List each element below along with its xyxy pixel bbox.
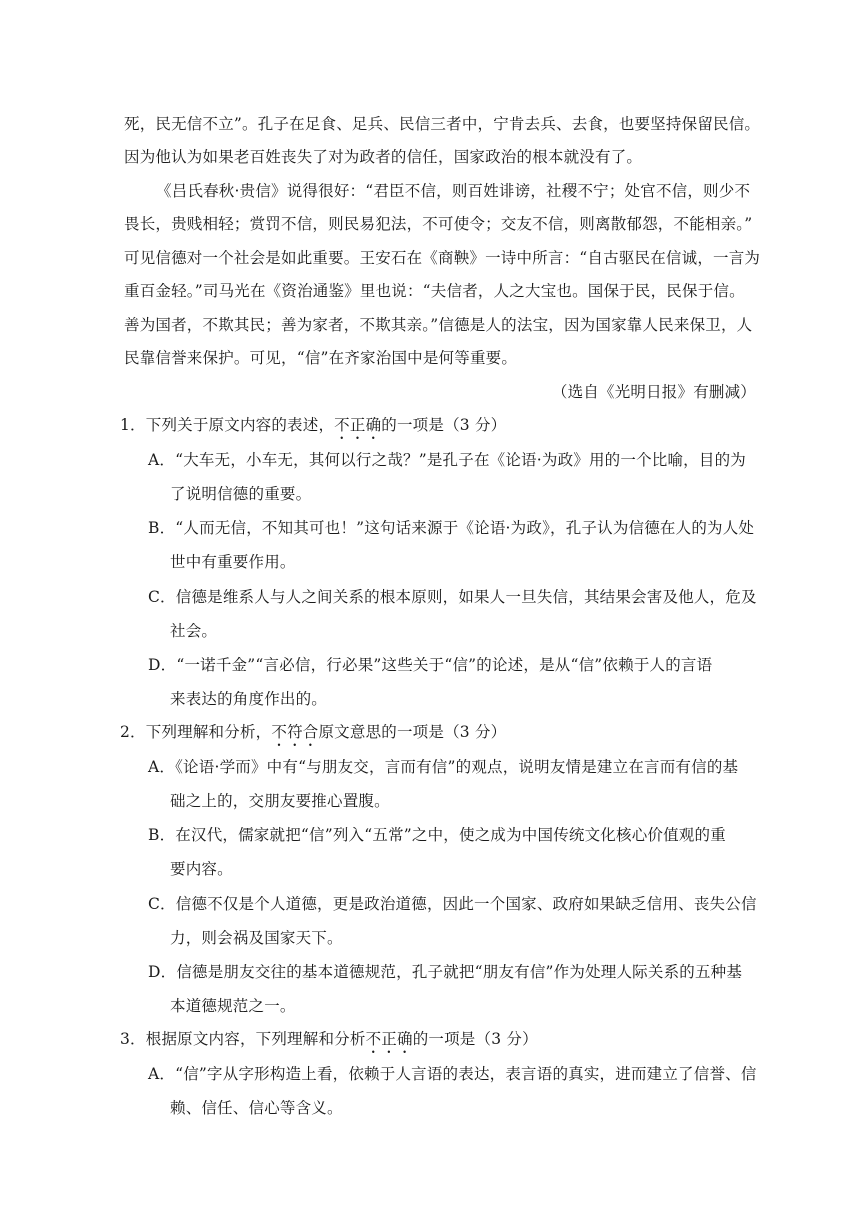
- emphasis-text: 不正确: [365, 1030, 413, 1048]
- passage-line: 因为他认为如果老百姓丧失了对为政者的信任，国家政治的根本就没有了。: [124, 148, 643, 166]
- passage-line: 可见信德对一个社会是如此重要。王安石在《商鞅》一诗中所言：“自古驱民在信诚，一言为: [124, 249, 761, 267]
- option-line: B．在汉代，儒家就把“信”列入“五常”之中，使之成为中国传统文化核心价值观的重: [148, 826, 726, 844]
- option-line: C．信德不仅是个人道德，更是政治道德，因此一个国家、政府如果缺乏信用、丧失公信: [148, 895, 757, 913]
- option-line: 赖、信任、信心等含义。: [170, 1099, 343, 1117]
- option-line: C．信德是维系人与人之间关系的根本原则，如果人一旦失信，其结果会害及他人，危及: [148, 588, 757, 606]
- option-line: 社会。: [170, 622, 218, 640]
- source-citation: （选自《光明日报》有删减）: [551, 383, 756, 401]
- option-line: A．《论语·学而》中有“与朋友交，言而有信”的观点，说明友情是建立在言而有信的基: [148, 758, 739, 776]
- option-line: 力，则会祸及国家天下。: [170, 929, 343, 947]
- option-line: 了说明信德的重要。: [170, 485, 312, 503]
- option-line: 来表达的角度作出的。: [170, 690, 328, 708]
- question-stem: 2．下列理解和分析，不符合原文意思的一项是（3 分）: [120, 723, 507, 741]
- question-stem: 1．下列关于原文内容的表述，不正确的一项是（3 分）: [120, 416, 507, 434]
- option-line: 本道德规范之一。: [170, 997, 296, 1015]
- option-line: D．信德是朋友交往的基本道德规范，孔子就把“朋友有信”作为处理人际关系的五种基: [148, 963, 743, 981]
- emphasis-text: 不正确: [334, 416, 382, 434]
- question-stem: 3．根据原文内容，下列理解和分析不正确的一项是（3 分）: [120, 1030, 538, 1048]
- option-line: 要内容。: [170, 860, 233, 878]
- option-line: A．“大车无，小车无，其何以行之哉？”是孔子在《论语·为政》用的一个比喻，目的为: [148, 451, 746, 469]
- emphasis-text: 不符合: [271, 723, 319, 741]
- option-line: 世中有重要作用。: [170, 553, 296, 571]
- passage-line: 善为国者，不欺其民；善为家者，不欺其亲。”信德是人的法宝，因为国家靠人民来保卫，人: [124, 316, 753, 334]
- passage-line: 民靠信誉来保护。可见，“信”在齐家治国中是何等重要。: [124, 349, 518, 367]
- option-line: D．“一诺千金”“言必信，行必果”这些关于“信”的论述，是从“信”依赖于人的言语: [148, 656, 713, 674]
- passage-line: 死，民无信不立”。孔子在足食、足兵、民信三者中，宁肯去兵、去食，也要坚持保留民信。: [124, 115, 761, 133]
- passage-line: 重百金轻。”司马光在《资治通鉴》里也说：“夫信者，人之大宝也。国保于民，民保于信。: [124, 282, 745, 300]
- option-line: B．“人而无信，不知其可也！”这句话来源于《论语·为政》，孔子认为信德在人的为人处: [148, 519, 755, 537]
- passage-line: 《吕氏春秋·贵信》说得很好：“君臣不信，则百姓诽谤，社稷不宁；处官不信，则少不: [156, 182, 751, 200]
- passage-line: 畏长，贵贱相轻；赏罚不信，则民易犯法，不可使令；交友不信，则离散郁怨，不能相亲。”: [124, 215, 753, 233]
- option-line: A．“信”字从字形构造上看，依赖于人言语的表达，表言语的真实，进而建立了信誉、信: [148, 1065, 757, 1083]
- option-line: 础之上的，交朋友要推心置腹。: [170, 792, 390, 810]
